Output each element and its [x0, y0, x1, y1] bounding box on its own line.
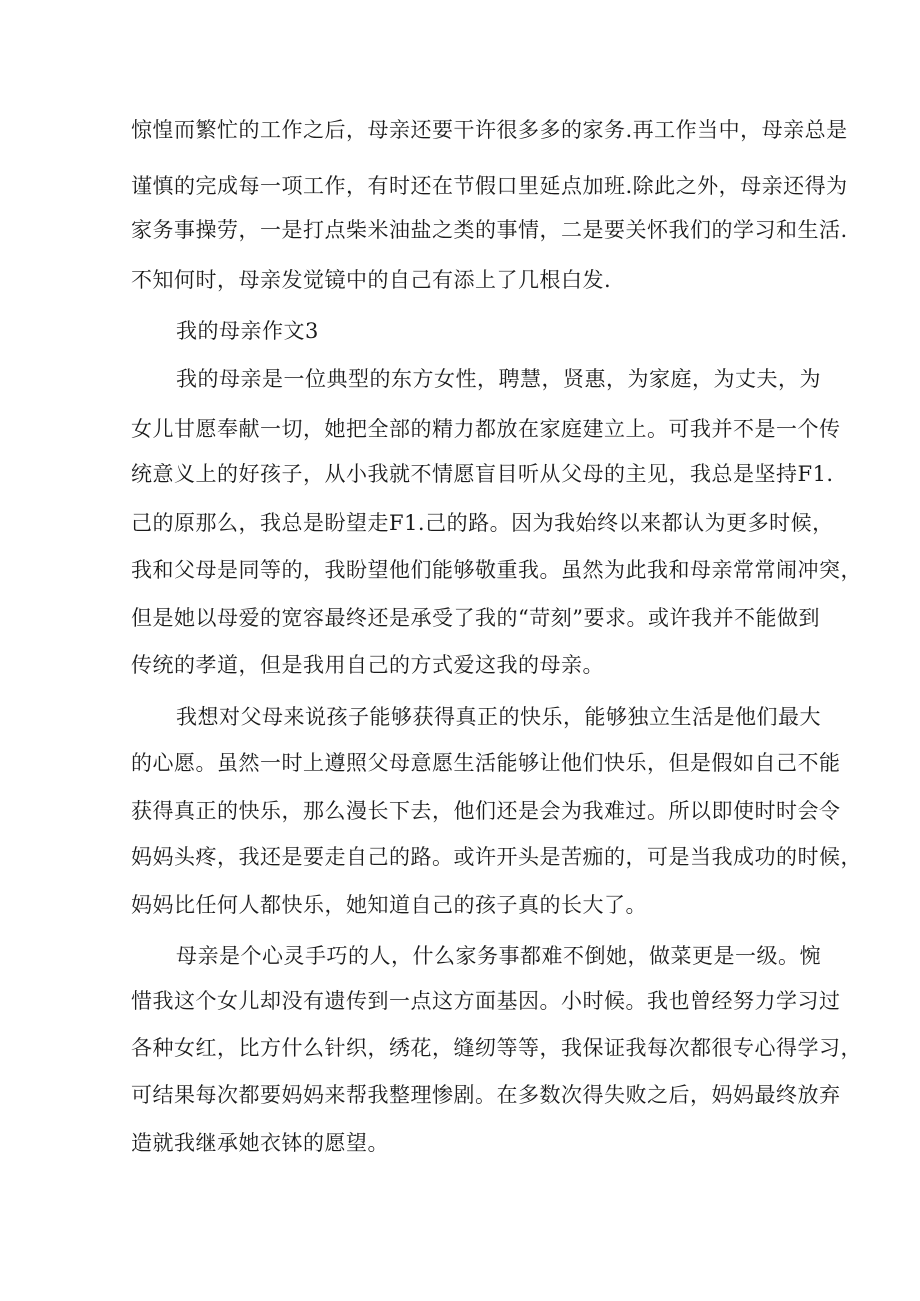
paragraph-1-line-2: 谨慎的完成每一项工作，有时还在节假口里延点加班.除此之外，母亲还得为 [131, 174, 848, 198]
paragraph-4-line-2: 惜我这个女儿却没有遗传到一点这方面基因。小时候。我也曾经努力学习过 [131, 989, 841, 1013]
paragraph-4-line-1: 母亲是个心灵手巧的人，什么家务事都难不倒她，做菜更是一级。惋 [176, 944, 821, 968]
paragraph-4-line-3: 各种女红，比方什么针织，绣花，缝纫等等，我保证我每次都很专心得学习， [131, 1036, 862, 1060]
paragraph-3-line-4: 妈妈头疼，我还是要走自己的路。或许开头是苦痂的，可是当我成功的时候， [131, 845, 862, 869]
paragraph-4-line-4: 可结果每次都要妈妈来帮我整理惨剧。在多数次得失败之后，妈妈最终放弃 [131, 1083, 841, 1107]
paragraph-3-line-5: 妈妈比任何人都快乐，她知道自己的孩子真的长大了。 [131, 893, 647, 917]
paragraph-3-line-3: 获得真正的快乐，那么漫长下去，他们还是会为我难过。所以即使时时会令 [131, 799, 841, 823]
paragraph-1-line-3: 家务事操劳，一是打点柴米油盐之类的事情，二是要关怀我们的学习和生活. [131, 218, 848, 242]
paragraph-1-line-4: 不知何时，母亲发觉镜中的自己有添上了几根白发. [131, 268, 612, 292]
paragraph-1-line-1: 惊惶而繁忙的工作之后，母亲还要干许很多多的家务.再工作当中，母亲总是 [131, 118, 848, 142]
paragraph-3-line-1: 我想对父母来说孩子能够获得真正的快乐，能够独立生活是他们最大 [176, 705, 821, 729]
paragraph-2-line-1: 我的母亲是一位典型的东方女性，聘慧，贤惠，为家庭，为丈夫，为 [176, 367, 821, 391]
paragraph-2-line-6: 但是她以母爱的宽容最终还是承受了我的“苛刻”要求。或许我并不能做到 [131, 606, 820, 630]
paragraph-2-line-7: 传统的孝道，但是我用自己的方式爱这我的母亲。 [131, 653, 604, 677]
paragraph-2-line-2: 女儿甘愿奉献一切，她把全部的精力都放在家庭建立上。可我并不是一个传 [131, 417, 841, 441]
section-title: 我的母亲作文3 [176, 319, 319, 343]
paragraph-2-line-3: 统意义上的好孩子，从小我就不情愿盲目听从父母的主见，我总是坚持F1. [131, 462, 834, 486]
paragraph-4-line-5: 造就我继承她衣钵的愿望。 [131, 1131, 389, 1155]
paragraph-2-line-4: 己的原那么，我总是盼望走F1.己的路。因为我始终以来都认为更多时候， [131, 511, 834, 535]
paragraph-3-line-2: 的心愿。虽然一时上遵照父母意愿生活能够让他们快乐，但是假如自己不能 [131, 751, 841, 775]
paragraph-2-line-5: 我和父母是同等的，我盼望他们能够敬重我。虽然为此我和母亲常常闹冲突， [131, 558, 862, 582]
